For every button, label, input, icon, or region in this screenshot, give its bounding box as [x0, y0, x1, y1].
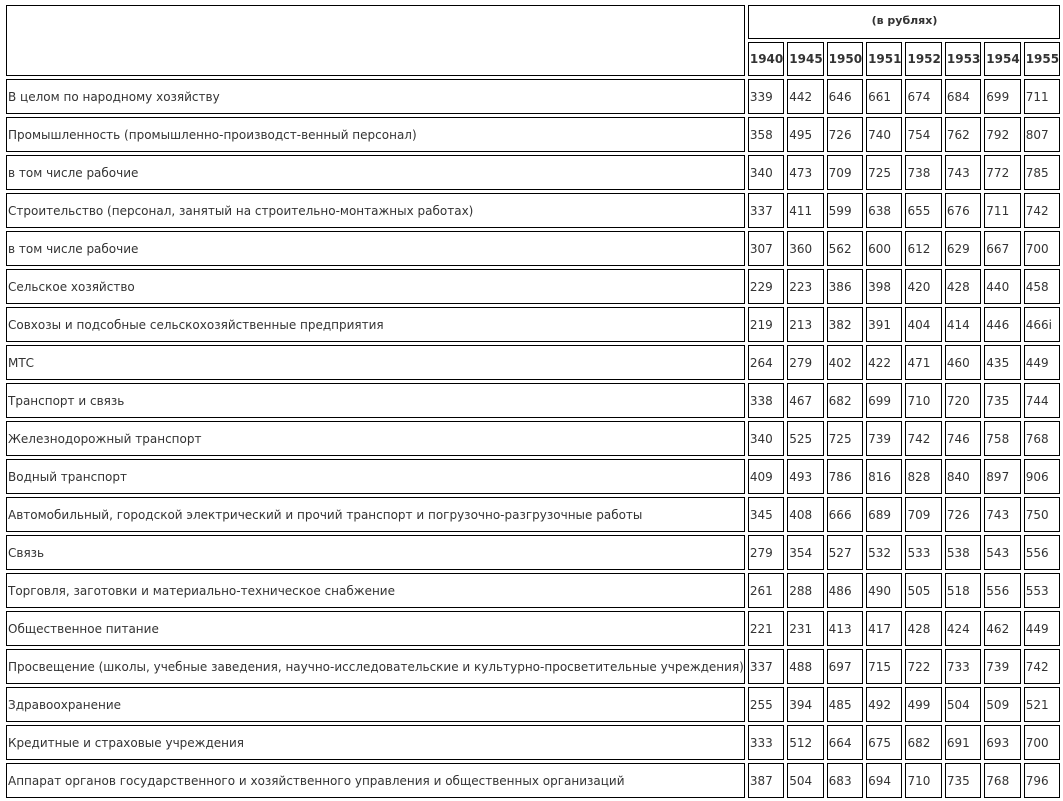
wage-value-cell: 661	[866, 79, 902, 114]
row-label: Торговля, заготовки и материально-техническое снабжение	[6, 573, 745, 608]
header-blank-cell	[6, 5, 745, 76]
table-row	[6, 345, 1060, 380]
table-row	[6, 649, 1060, 684]
row-label: Здравоохранение	[6, 687, 745, 722]
wage-value-cell: 499	[905, 687, 941, 722]
wage-value-cell: 711	[1024, 79, 1060, 114]
wage-value-cell: 733	[945, 649, 981, 684]
wage-value-cell: 746	[945, 421, 981, 456]
wage-value-cell: 754	[905, 117, 941, 152]
wage-value-cell: 402	[827, 345, 863, 380]
year-header: 1955	[1024, 42, 1060, 76]
wage-value-cell: 768	[1024, 421, 1060, 456]
row-label: Водный транспорт	[6, 459, 745, 494]
wage-value-cell: 629	[945, 231, 981, 266]
wage-value-cell: 490	[866, 573, 902, 608]
year-header: 1953	[945, 42, 981, 76]
wage-value-cell: 556	[984, 573, 1020, 608]
wage-value-cell: 693	[984, 725, 1020, 760]
wage-value-cell: 906	[1024, 459, 1060, 494]
wage-value-cell: 394	[787, 687, 823, 722]
wage-value-cell: 675	[866, 725, 902, 760]
wage-value-cell: 221	[748, 611, 784, 646]
wage-value-cell: 387	[748, 763, 784, 798]
wage-value-cell: 792	[984, 117, 1020, 152]
wage-value-cell: 386	[827, 269, 863, 304]
row-label: в том числе рабочие	[6, 231, 745, 266]
wage-value-cell: 424	[945, 611, 981, 646]
row-label: Транспорт и связь	[6, 383, 745, 418]
wage-value-cell: 720	[945, 383, 981, 418]
wage-value-cell: 354	[787, 535, 823, 570]
wage-value-cell: 750	[1024, 497, 1060, 532]
wage-value-cell: 466i	[1024, 307, 1060, 342]
table-body	[6, 79, 1060, 798]
wage-value-cell: 743	[984, 497, 1020, 532]
wage-value-cell: 694	[866, 763, 902, 798]
table-row	[6, 383, 1060, 418]
row-label: Автомобильный, городской электрический и прочий транспорт и погрузочно-разгрузочные работы	[6, 497, 745, 532]
wage-value-cell: 527	[827, 535, 863, 570]
wage-value-cell: 553	[1024, 573, 1060, 608]
wage-value-cell: 762	[945, 117, 981, 152]
wage-value-cell: 600	[866, 231, 902, 266]
wage-value-cell: 213	[787, 307, 823, 342]
table-row	[6, 231, 1060, 266]
wage-value-cell: 279	[748, 535, 784, 570]
wage-value-cell: 786	[827, 459, 863, 494]
wage-value-cell: 533	[905, 535, 941, 570]
wage-value-cell: 307	[748, 231, 784, 266]
wage-value-cell: 339	[748, 79, 784, 114]
wage-value-cell: 279	[787, 345, 823, 380]
row-label: В целом по народному хозяйству	[6, 79, 745, 114]
table-row	[6, 193, 1060, 228]
wage-value-cell: 726	[945, 497, 981, 532]
wage-value-cell: 739	[866, 421, 902, 456]
wage-value-cell: 409	[748, 459, 784, 494]
wage-value-cell: 518	[945, 573, 981, 608]
wage-value-cell: 744	[1024, 383, 1060, 418]
wage-value-cell: 337	[748, 649, 784, 684]
wage-value-cell: 264	[748, 345, 784, 380]
wage-value-cell: 676	[945, 193, 981, 228]
wage-value-cell: 391	[866, 307, 902, 342]
wage-value-cell: 255	[748, 687, 784, 722]
wage-value-cell: 689	[866, 497, 902, 532]
wage-value-cell: 446	[984, 307, 1020, 342]
wage-value-cell: 458	[1024, 269, 1060, 304]
table-header	[6, 5, 1060, 76]
wage-value-cell: 471	[905, 345, 941, 380]
wage-value-cell: 467	[787, 383, 823, 418]
year-header: 1954	[984, 42, 1020, 76]
wage-value-cell: 710	[905, 763, 941, 798]
wage-value-cell: 743	[945, 155, 981, 190]
table-row	[6, 307, 1060, 342]
row-label: МТС	[6, 345, 745, 380]
wage-value-cell: 505	[905, 573, 941, 608]
wage-value-cell: 340	[748, 421, 784, 456]
wage-value-cell: 525	[787, 421, 823, 456]
wage-value-cell: 599	[827, 193, 863, 228]
wage-value-cell: 742	[905, 421, 941, 456]
table-row	[6, 117, 1060, 152]
wage-value-cell: 231	[787, 611, 823, 646]
wage-value-cell: 840	[945, 459, 981, 494]
wage-value-cell: 488	[787, 649, 823, 684]
row-label: Кредитные и страховые учреждения	[6, 725, 745, 760]
wage-value-cell: 512	[787, 725, 823, 760]
wage-value-cell: 715	[866, 649, 902, 684]
wage-value-cell: 422	[866, 345, 902, 380]
row-label: Строительство (персонал, занятый на строительно-монтажных работах)	[6, 193, 745, 228]
row-label: в том числе рабочие	[6, 155, 745, 190]
wage-value-cell: 449	[1024, 611, 1060, 646]
wage-value-cell: 485	[827, 687, 863, 722]
wage-value-cell: 711	[984, 193, 1020, 228]
wage-value-cell: 229	[748, 269, 784, 304]
wage-value-cell: 666	[827, 497, 863, 532]
wage-value-cell: 785	[1024, 155, 1060, 190]
wage-value-cell: 725	[866, 155, 902, 190]
row-label: Промышленность (промышленно-производст-венный персонал)	[6, 117, 745, 152]
wage-value-cell: 382	[827, 307, 863, 342]
wage-value-cell: 556	[1024, 535, 1060, 570]
wage-value-cell: 726	[827, 117, 863, 152]
wage-value-cell: 700	[1024, 725, 1060, 760]
table-row	[6, 763, 1060, 798]
wage-value-cell: 360	[787, 231, 823, 266]
year-header: 1950	[827, 42, 863, 76]
wage-value-cell: 816	[866, 459, 902, 494]
wage-value-cell: 682	[905, 725, 941, 760]
wage-value-cell: 742	[1024, 193, 1060, 228]
wage-value-cell: 486	[827, 573, 863, 608]
wage-value-cell: 682	[827, 383, 863, 418]
wage-value-cell: 420	[905, 269, 941, 304]
table-row	[6, 725, 1060, 760]
wage-value-cell: 428	[945, 269, 981, 304]
wage-value-cell: 543	[984, 535, 1020, 570]
wage-value-cell: 521	[1024, 687, 1060, 722]
table-row	[6, 269, 1060, 304]
table-row	[6, 535, 1060, 570]
row-label: Аппарат органов государственного и хозяйственного управления и общественных организаций	[6, 763, 745, 798]
table-row	[6, 573, 1060, 608]
year-header: 1951	[866, 42, 902, 76]
wage-value-cell: 709	[905, 497, 941, 532]
wage-value-cell: 504	[945, 687, 981, 722]
wage-value-cell: 408	[787, 497, 823, 532]
wage-value-cell: 532	[866, 535, 902, 570]
wage-value-cell: 411	[787, 193, 823, 228]
wage-value-cell: 440	[984, 269, 1020, 304]
table-row	[6, 79, 1060, 114]
wage-value-cell: 495	[787, 117, 823, 152]
wage-value-cell: 638	[866, 193, 902, 228]
wage-value-cell: 414	[945, 307, 981, 342]
wage-value-cell: 722	[905, 649, 941, 684]
wage-value-cell: 417	[866, 611, 902, 646]
wage-value-cell: 758	[984, 421, 1020, 456]
wage-value-cell: 735	[984, 383, 1020, 418]
wage-value-cell: 740	[866, 117, 902, 152]
row-label: Совхозы и подсобные сельскохозяйственные предприятия	[6, 307, 745, 342]
row-label: Железнодорожный транспорт	[6, 421, 745, 456]
wage-value-cell: 404	[905, 307, 941, 342]
wage-value-cell: 699	[866, 383, 902, 418]
wage-value-cell: 435	[984, 345, 1020, 380]
wage-value-cell: 646	[827, 79, 863, 114]
wage-value-cell: 337	[748, 193, 784, 228]
wage-value-cell: 739	[984, 649, 1020, 684]
row-label: Просвещение (школы, учебные заведения, научно-исследовательские и культурно-просветительные учреждения)	[6, 649, 745, 684]
wage-value-cell: 699	[984, 79, 1020, 114]
wage-value-cell: 538	[945, 535, 981, 570]
table-row	[6, 421, 1060, 456]
wage-value-cell: 358	[748, 117, 784, 152]
table-row	[6, 611, 1060, 646]
wage-value-cell: 428	[905, 611, 941, 646]
wage-value-cell: 612	[905, 231, 941, 266]
wage-value-cell: 684	[945, 79, 981, 114]
wage-value-cell: 261	[748, 573, 784, 608]
wage-value-cell: 460	[945, 345, 981, 380]
wage-value-cell: 667	[984, 231, 1020, 266]
wage-value-cell: 725	[827, 421, 863, 456]
wage-value-cell: 742	[1024, 649, 1060, 684]
wage-value-cell: 738	[905, 155, 941, 190]
table-row	[6, 687, 1060, 722]
wage-value-cell: 504	[787, 763, 823, 798]
wage-value-cell: 338	[748, 383, 784, 418]
year-header: 1940	[748, 42, 784, 76]
wage-value-cell: 683	[827, 763, 863, 798]
units-caption: (в рублях)	[748, 5, 1060, 39]
wage-value-cell: 735	[945, 763, 981, 798]
wage-value-cell: 655	[905, 193, 941, 228]
wage-value-cell: 413	[827, 611, 863, 646]
wage-value-cell: 219	[748, 307, 784, 342]
wage-value-cell: 492	[866, 687, 902, 722]
wage-value-cell: 333	[748, 725, 784, 760]
wage-value-cell: 509	[984, 687, 1020, 722]
wage-value-cell: 398	[866, 269, 902, 304]
wage-value-cell: 288	[787, 573, 823, 608]
wage-value-cell: 897	[984, 459, 1020, 494]
wage-value-cell: 664	[827, 725, 863, 760]
wage-value-cell: 493	[787, 459, 823, 494]
wage-value-cell: 442	[787, 79, 823, 114]
year-header: 1952	[905, 42, 941, 76]
wage-value-cell: 700	[1024, 231, 1060, 266]
wage-value-cell: 473	[787, 155, 823, 190]
wages-table	[3, 2, 1063, 801]
wage-value-cell: 691	[945, 725, 981, 760]
row-label: Связь	[6, 535, 745, 570]
wage-value-cell: 710	[905, 383, 941, 418]
table-row	[6, 459, 1060, 494]
wage-value-cell: 345	[748, 497, 784, 532]
wage-value-cell: 562	[827, 231, 863, 266]
table-row	[6, 155, 1060, 190]
wage-value-cell: 828	[905, 459, 941, 494]
wage-value-cell: 807	[1024, 117, 1060, 152]
wage-value-cell: 674	[905, 79, 941, 114]
wage-value-cell: 449	[1024, 345, 1060, 380]
wage-value-cell: 709	[827, 155, 863, 190]
wage-value-cell: 223	[787, 269, 823, 304]
wage-value-cell: 772	[984, 155, 1020, 190]
table-row	[6, 497, 1060, 532]
wage-value-cell: 462	[984, 611, 1020, 646]
wage-value-cell: 697	[827, 649, 863, 684]
wage-value-cell: 340	[748, 155, 784, 190]
row-label: Общественное питание	[6, 611, 745, 646]
row-label: Сельское хозяйство	[6, 269, 745, 304]
wage-value-cell: 768	[984, 763, 1020, 798]
year-header: 1945	[787, 42, 823, 76]
wage-value-cell: 796	[1024, 763, 1060, 798]
